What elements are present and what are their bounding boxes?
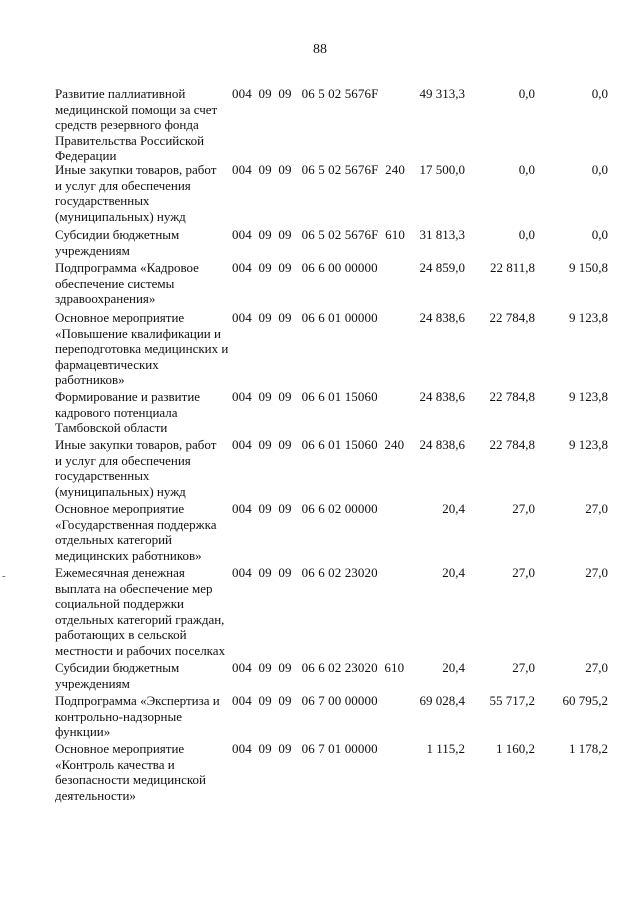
row-value-1: 24 838,6 — [419, 310, 465, 325]
row-name: Подпрограмма «Экспертиза и контрольно-надзорные функции» — [55, 693, 220, 739]
row-name: Основное мероприятие «Государственная поддержка отдельных категорий медицинских работников» — [55, 501, 217, 563]
row-code: 004 09 09 06 6 02 00000 — [232, 501, 378, 516]
row-value-2: 1 160,2 — [496, 741, 535, 756]
row-name: Иные закупки товаров, работ и услуг для обеспечения государственных (муниципальных) нужд — [55, 437, 217, 499]
page-number: 88 — [313, 42, 327, 57]
row-name: Основное мероприятие «Контроль качества и безопасности медицинской деятельности» — [55, 741, 207, 803]
row-value-3: 27,0 — [585, 501, 608, 516]
row-code: 004 09 09 06 6 02 23020 — [232, 565, 378, 580]
row-value-3: 0,0 — [591, 86, 608, 101]
row-value-2: 0,0 — [518, 162, 535, 177]
row-value-2: 22 784,8 — [489, 389, 535, 404]
row-code: 004 09 09 06 5 02 5676F 610 — [232, 227, 405, 242]
row-name: Субсидии бюджетным учреждениям — [55, 660, 180, 691]
row-value-1: 49 313,3 — [419, 86, 465, 101]
row-code: 004 09 09 06 5 02 5676F 240 — [232, 162, 405, 177]
row-value-1: 1 115,2 — [426, 741, 465, 756]
row-value-2: 22 811,8 — [489, 260, 535, 275]
margin-mark: - — [2, 570, 6, 582]
row-value-1: 24 838,6 — [419, 437, 465, 452]
row-value-1: 17 500,0 — [419, 162, 465, 177]
row-value-3: 9 123,8 — [569, 437, 608, 452]
row-value-2: 27,0 — [512, 565, 535, 580]
row-value-1: 24 859,0 — [419, 260, 465, 275]
row-code: 004 09 09 06 6 01 00000 — [232, 310, 378, 325]
row-value-3: 9 123,8 — [569, 310, 608, 325]
row-value-3: 27,0 — [585, 660, 608, 675]
row-name: Ежемесячная денежная выплата на обеспечение мер социальной поддержки отдельных категорий граждан, работающих в сельской местности и рабочих поселках — [55, 565, 226, 658]
row-value-1: 24 838,6 — [419, 389, 465, 404]
row-code: 004 09 09 06 7 01 00000 — [232, 741, 378, 756]
row-value-3: 60 795,2 — [562, 693, 608, 708]
row-value-1: 20,4 — [442, 660, 465, 675]
row-value-3: 0,0 — [591, 227, 608, 242]
row-name: Иные закупки товаров, работ и услуг для обеспечения государственных (муниципальных) нужд — [55, 162, 217, 224]
row-value-2: 22 784,8 — [489, 310, 535, 325]
row-code: 004 09 09 06 6 01 15060 — [232, 389, 378, 404]
row-name: Подпрограмма «Кадровое обеспечение системы здравоохранения» — [55, 260, 199, 306]
row-value-3: 27,0 — [585, 565, 608, 580]
row-name: Основное мероприятие «Повышение квалификации и переподготовка медицинских и фармацевтических работников» — [55, 310, 229, 387]
row-value-3: 1 178,2 — [569, 741, 608, 756]
row-value-2: 55 717,2 — [489, 693, 535, 708]
row-value-3: 9 123,8 — [569, 389, 608, 404]
row-value-3: 9 150,8 — [569, 260, 608, 275]
row-code: 004 09 09 06 5 02 5676F — [232, 86, 379, 101]
row-code: 004 09 09 06 6 02 23020 610 — [232, 660, 405, 675]
row-value-2: 22 784,8 — [489, 437, 535, 452]
row-value-2: 0,0 — [518, 227, 535, 242]
row-name: Субсидии бюджетным учреждениям — [55, 227, 180, 258]
row-name: Формирование и развитие кадрового потенциала Тамбовской области — [55, 389, 201, 435]
row-value-1: 69 028,4 — [419, 693, 465, 708]
row-value-1: 20,4 — [442, 501, 465, 516]
row-value-1: 20,4 — [442, 565, 465, 580]
row-value-2: 27,0 — [512, 660, 535, 675]
row-name: Развитие паллиативной медицинской помощи за счет средств резервного фонда Правительства Российской Федерации — [55, 86, 218, 163]
row-code: 004 09 09 06 6 01 15060 240 — [232, 437, 405, 452]
row-value-2: 0,0 — [518, 86, 535, 101]
row-value-3: 0,0 — [591, 162, 608, 177]
row-value-1: 31 813,3 — [419, 227, 465, 242]
row-code: 004 09 09 06 6 00 00000 — [232, 260, 378, 275]
row-code: 004 09 09 06 7 00 00000 — [232, 693, 378, 708]
row-value-2: 27,0 — [512, 501, 535, 516]
